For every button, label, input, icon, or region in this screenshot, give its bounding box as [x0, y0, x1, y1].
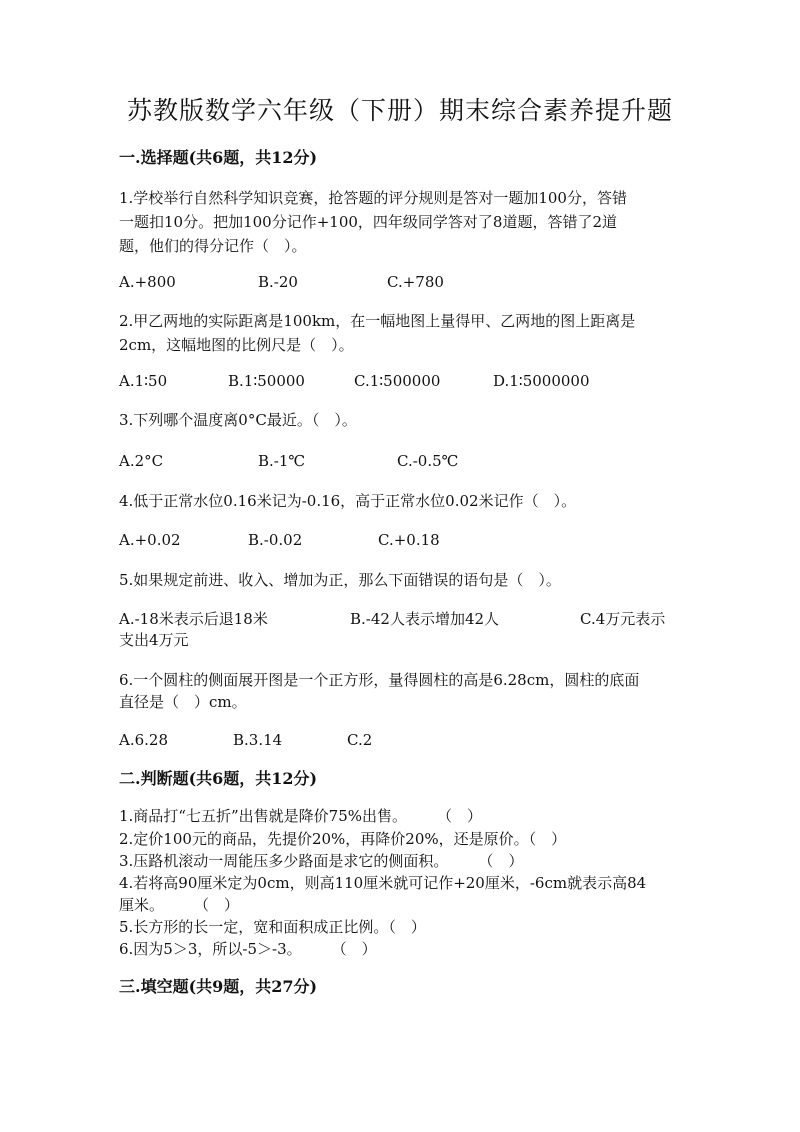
judge-item-5: 5.长方形的长一定，宽和面积成正比例。（ ）: [119, 918, 426, 936]
q1-option-c: C.+780: [387, 273, 444, 291]
page-title: 苏教版数学六年级（下册）期末综合素养提升题: [126, 96, 673, 125]
q4-option-a: A.+0.02: [119, 531, 181, 549]
q5-option-a: A.-18米表示后退18米: [119, 610, 268, 628]
q6-option-a: A.6.28: [119, 731, 168, 749]
judge-item-3: 3.压路机滚动一周能压多少路面是求它的侧面积。 （ ）: [119, 852, 524, 870]
judge-item-6: 6.因为5＞3，所以-5＞-3。 （ ）: [119, 940, 377, 958]
q1-option-b: B.-20: [258, 273, 298, 291]
q2-option-c: C.1∶500000: [354, 372, 441, 390]
q6-option-c: C.2: [347, 731, 373, 749]
q3-option-b: B.-1℃: [258, 452, 306, 470]
judge-item-4-continued: 厘米。 （ ）: [119, 896, 240, 914]
q2-option-a: A.1∶50: [119, 372, 168, 390]
q1-line-2: 一题扣10分。把加100分记作+100，四年级同学答对了8道题，答错了2道: [119, 213, 618, 231]
q5-line-1: 5.如果规定前进、收入、增加为正，那么下面错误的语句是（ ）。: [119, 571, 561, 589]
section-heading-fill: 三.填空题(共9题，共27分): [119, 977, 318, 996]
q2-line-2: 2cm，这幅地图的比例尺是（ ）。: [119, 336, 354, 354]
q4-option-b: B.-0.02: [248, 531, 303, 549]
q3-option-c: C.-0.5℃: [397, 452, 459, 470]
q5-option-c: C.4万元表示: [580, 610, 666, 628]
section-heading-choice: 一.选择题(共6题，共12分): [119, 148, 318, 167]
q4-line-1: 4.低于正常水位0.16米记为-0.16，高于正常水位0.02米记作（ ）。: [119, 492, 577, 510]
q5-option-b: B.-42人表示增加42人: [350, 610, 500, 628]
q3-option-a: A.2°C: [119, 452, 164, 470]
q6-line-1: 6.一个圆柱的侧面展开图是一个正方形，量得圆柱的高是6.28cm，圆柱的底面: [119, 671, 640, 689]
q1-line-3: 题，他们的得分记作（ ）。: [119, 237, 307, 255]
q6-option-b: B.3.14: [233, 731, 283, 749]
q2-option-d: D.1∶5000000: [493, 372, 590, 390]
judge-item-1: 1.商品打“七五折”出售就是降价75%出售。 （ ）: [119, 807, 482, 825]
judge-item-4: 4.若将高90厘米定为0cm，则高110厘米就可记作+20厘米，-6cm就表示高84: [119, 874, 647, 892]
q3-line-1: 3.下列哪个温度离0°C最近。（ ）。: [119, 411, 357, 429]
q5-option-c-continued: 支出4万元: [119, 631, 189, 649]
q6-line-2: 直径是（ ）cm。: [119, 693, 247, 711]
judge-item-2: 2.定价100元的商品，先提价20%，再降价20%，还是原价。（ ）: [119, 830, 567, 848]
q1-line-1: 1.学校举行自然科学知识竞赛，抢答题的评分规则是答对一题加100分，答错: [119, 189, 627, 207]
section-heading-judge: 二.判断题(共6题，共12分): [119, 769, 318, 788]
q2-option-b: B.1∶50000: [228, 372, 305, 390]
q4-option-c: C.+0.18: [378, 531, 440, 549]
q1-option-a: A.+800: [119, 273, 176, 291]
q2-line-1: 2.甲乙两地的实际距离是100km，在一幅地图上量得甲、乙两地的图上距离是: [119, 312, 636, 330]
